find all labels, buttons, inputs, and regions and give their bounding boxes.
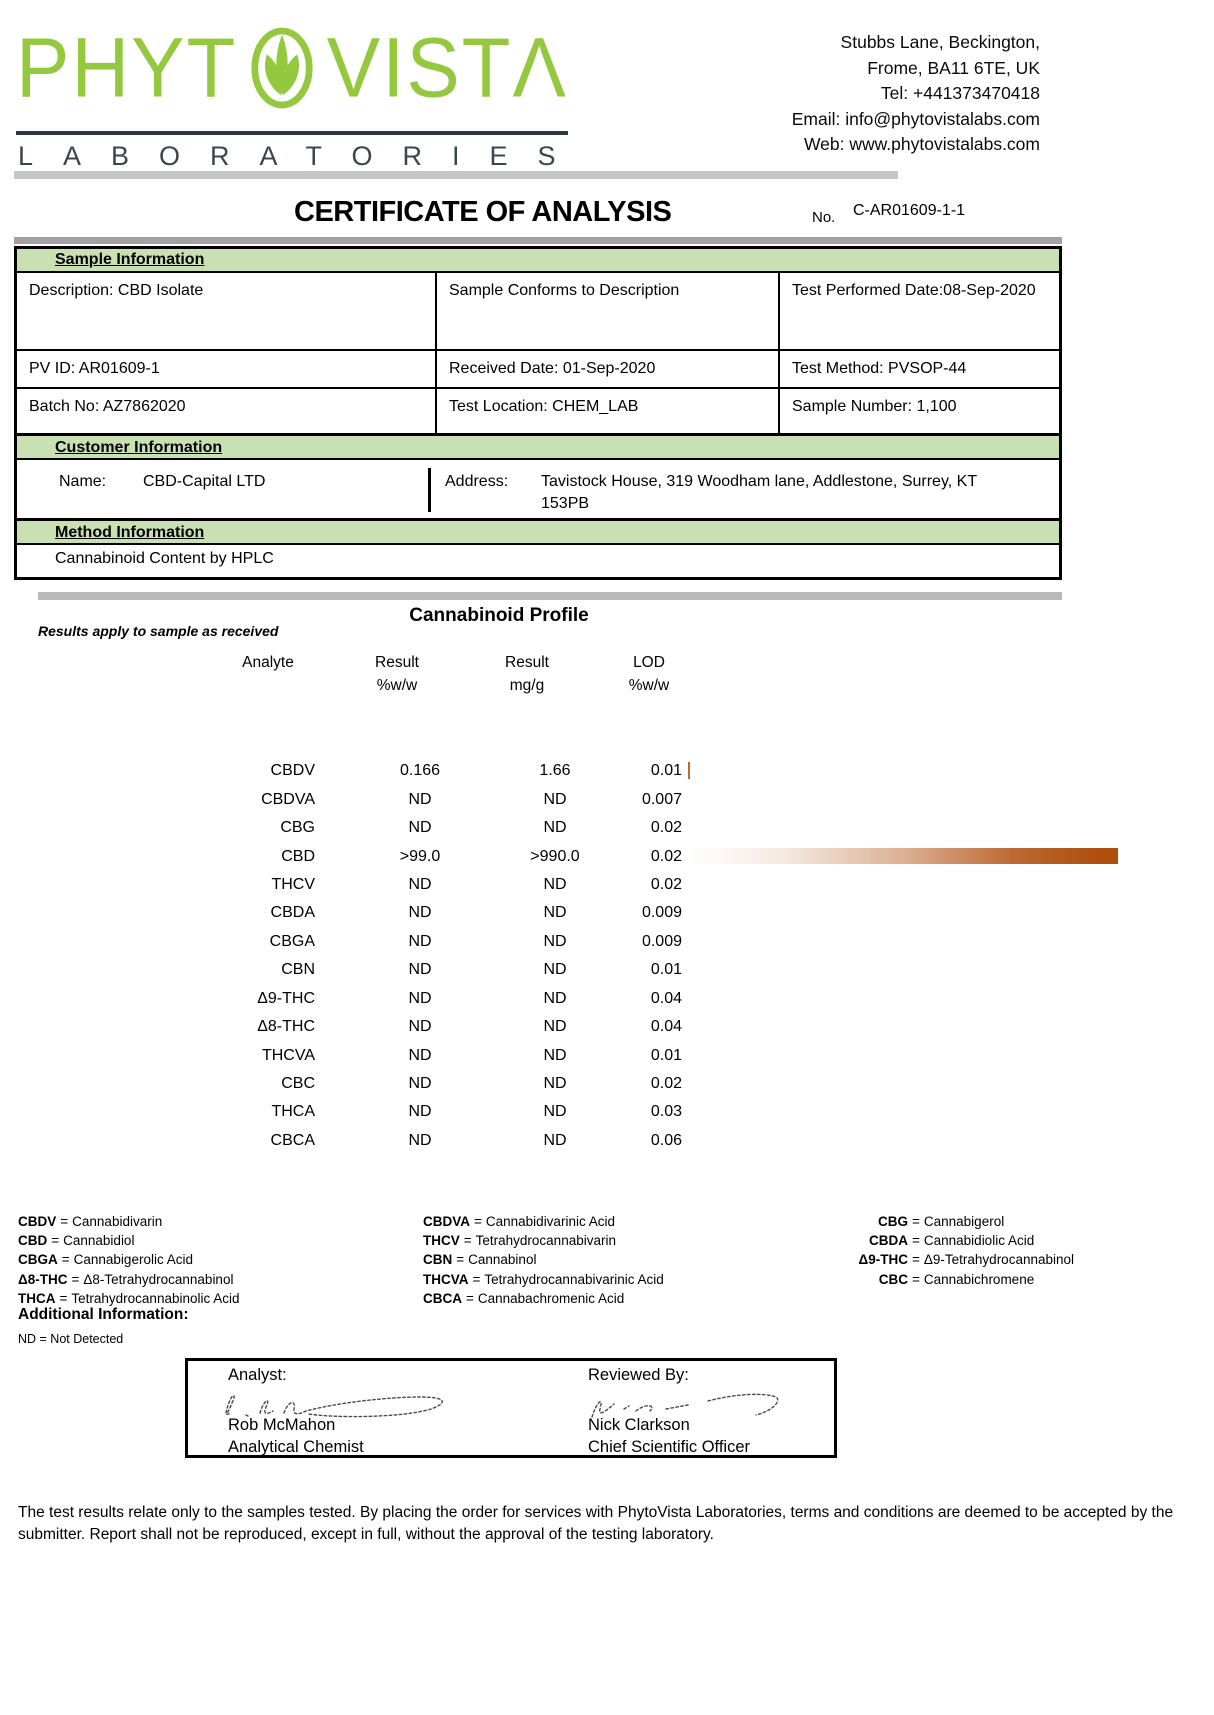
legend-entry: CBDV = Cannabidivarin <box>18 1214 163 1229</box>
table-row: CBN ND ND 0.01 <box>281 961 682 979</box>
description-cell: Description: CBD Isolate <box>29 282 204 299</box>
legend-entry: CBDA = Cannabidiolic Acid <box>869 1233 1035 1249</box>
table-row: CBDA ND ND 0.009 <box>270 904 682 922</box>
col-header-result-pct: Result %w/w <box>375 654 419 694</box>
table-row: CBC ND ND 0.02 <box>281 1075 682 1093</box>
contact-address-line2: Frome, BA11 6TE, UK <box>867 57 1040 78</box>
cbd-highlight-bar <box>688 848 1118 864</box>
legend-entry: THCA = Tetrahydrocannabinolic Acid <box>18 1290 240 1306</box>
section-rule <box>38 592 1062 600</box>
certificate-no-label: No. <box>812 209 836 226</box>
legend-entry: THCVA = Tetrahydrocannabivarinic Acid <box>423 1271 664 1287</box>
customer-name-value: CBD-Capital LTD <box>143 473 266 490</box>
sample-info-header: Sample Information <box>17 249 1059 273</box>
method-info-header: Method Information <box>17 518 1059 545</box>
analyst-name: Rob McMahon <box>228 1416 336 1434</box>
legend-column-3 <box>790 1212 1074 1289</box>
logo-word-right: VISTΛ <box>326 20 568 115</box>
logo-divider-line <box>16 131 568 135</box>
table-row: Δ9-THC ND ND 0.04 <box>257 989 682 1007</box>
legend-entry: Δ8-THC = Δ8-Tetrahydrocannabinol <box>18 1271 234 1287</box>
customer-address-label: Address: <box>445 473 509 490</box>
table-row: THCVA ND ND 0.01 <box>261 1046 682 1064</box>
customer-row <box>17 460 1059 518</box>
reviewer-title: Chief Scientific Officer <box>588 1438 751 1456</box>
customer-info-header: Customer Information <box>17 433 1059 460</box>
leaf-icon <box>248 20 316 116</box>
analyst-title: Analytical Chemist <box>228 1438 364 1456</box>
received-date-cell: Received Date: 01-Sep-2020 <box>435 351 778 387</box>
legend-entry: THCV = Tetrahydrocannabivarin <box>423 1233 616 1249</box>
legend-entry: CBG = Cannabigerol <box>878 1214 1005 1229</box>
customer-divider <box>428 468 431 512</box>
certificate-number: C-AR01609-1-1 <box>853 202 966 219</box>
info-table <box>14 246 1062 580</box>
legend-entry: Δ9-THC = Δ9-Tetrahydrocannabinol <box>858 1252 1074 1268</box>
test-performed-cell: Test Performed Date:08-Sep-2020 <box>778 273 1059 349</box>
test-location-cell: Test Location: CHEM_LAB <box>435 389 778 433</box>
page-title: CERTIFICATE OF ANALYSIS <box>294 196 672 228</box>
table-row: CBGA ND ND 0.009 <box>269 932 682 950</box>
footer-disclaimer: The test results relate only to the samples tested. By placing the order for services with PhytoVista Laboratories, terms and conditions are deemed to be accepted by the submitter. Report shall not be reproduced, except in full, without the approval of the testing laboratory. <box>18 1504 1174 1543</box>
logo-subtitle: LABORATORIES <box>18 141 586 171</box>
legend-entry: CBDVA = Cannabidivarinic Acid <box>423 1214 615 1229</box>
legend-entry: CBD = Cannabidiol <box>18 1233 135 1249</box>
sample-info-row-3 <box>17 389 1059 433</box>
sample-number-cell: Sample Number: 1,100 <box>778 389 1059 433</box>
logo-word-left: PHYT <box>16 20 238 115</box>
legend-entry: CBC = Cannabichromene <box>878 1271 1035 1287</box>
contact-email: Email: info@phytovistalabs.com <box>791 108 1040 129</box>
contact-block <box>792 30 1040 158</box>
contact-tel: Tel: +441373470418 <box>880 83 1040 103</box>
reviewer-label: Reviewed By: <box>588 1366 689 1384</box>
legend-column-1 <box>18 1212 240 1308</box>
reviewer-name: Nick Clarkson <box>588 1416 690 1434</box>
col-header-lod: LOD %w/w <box>628 654 670 694</box>
text-cursor-artifact <box>688 762 690 779</box>
table-row-cbd-highlight: CBD >99.0 >990.0 0.02 <box>0 842 1214 870</box>
additional-info-title: Additional Information: <box>18 1306 189 1323</box>
table-row: CBDV 0.166 1.66 0.01 <box>0 757 1214 785</box>
header-rule <box>14 171 898 179</box>
table-row: CBG ND ND 0.02 <box>280 819 682 837</box>
method-value: Cannabinoid Content by HPLC <box>55 550 274 567</box>
title-rule <box>14 237 1062 244</box>
table-row: THCV ND ND 0.02 <box>271 875 682 893</box>
logo <box>16 8 568 128</box>
contact-web: Web: www.phytovistalabs.com <box>803 134 1040 154</box>
col-header-analyte: Analyte <box>242 654 294 671</box>
legend-entry: CBGA = Cannabigerolic Acid <box>18 1252 193 1268</box>
batch-no-cell: Batch No: AZ7862020 <box>29 398 186 415</box>
nd-note: ND = Not Detected <box>18 1332 124 1346</box>
table-row: CBDVA ND ND 0.007 <box>261 790 682 808</box>
sample-info-row-2 <box>17 351 1059 389</box>
contact-address-line1: Stubbs Lane, Beckington, <box>840 32 1040 52</box>
profile-table <box>0 757 1214 1155</box>
conforms-cell: Sample Conforms to Description <box>435 273 778 349</box>
legend-entry: CBN = Cannabinol <box>423 1252 537 1268</box>
legend-entry: CBCA = Cannabachromenic Acid <box>423 1290 625 1306</box>
pv-id-cell: PV ID: AR01609-1 <box>29 360 160 377</box>
profile-title: Cannabinoid Profile <box>409 605 589 626</box>
legend-column-2 <box>423 1212 664 1308</box>
test-method-cell: Test Method: PVSOP-44 <box>778 351 1059 387</box>
col-header-result-mgg: Result mg/g <box>505 654 549 694</box>
analyst-label: Analyst: <box>228 1366 287 1384</box>
table-row: CBCA ND ND 0.06 <box>270 1131 682 1149</box>
customer-address-value: Tavistock House, 319 Woodham lane, Addlestone, Surrey, KT 153PB <box>541 473 977 512</box>
table-row: THCA ND ND 0.03 <box>271 1103 682 1121</box>
table-row: Δ8-THC ND ND 0.04 <box>257 1018 682 1036</box>
signature-box <box>185 1358 837 1458</box>
customer-name-label: Name: <box>59 473 107 490</box>
results-note: Results apply to sample as received <box>38 623 279 639</box>
sample-info-row-1 <box>17 273 1059 351</box>
